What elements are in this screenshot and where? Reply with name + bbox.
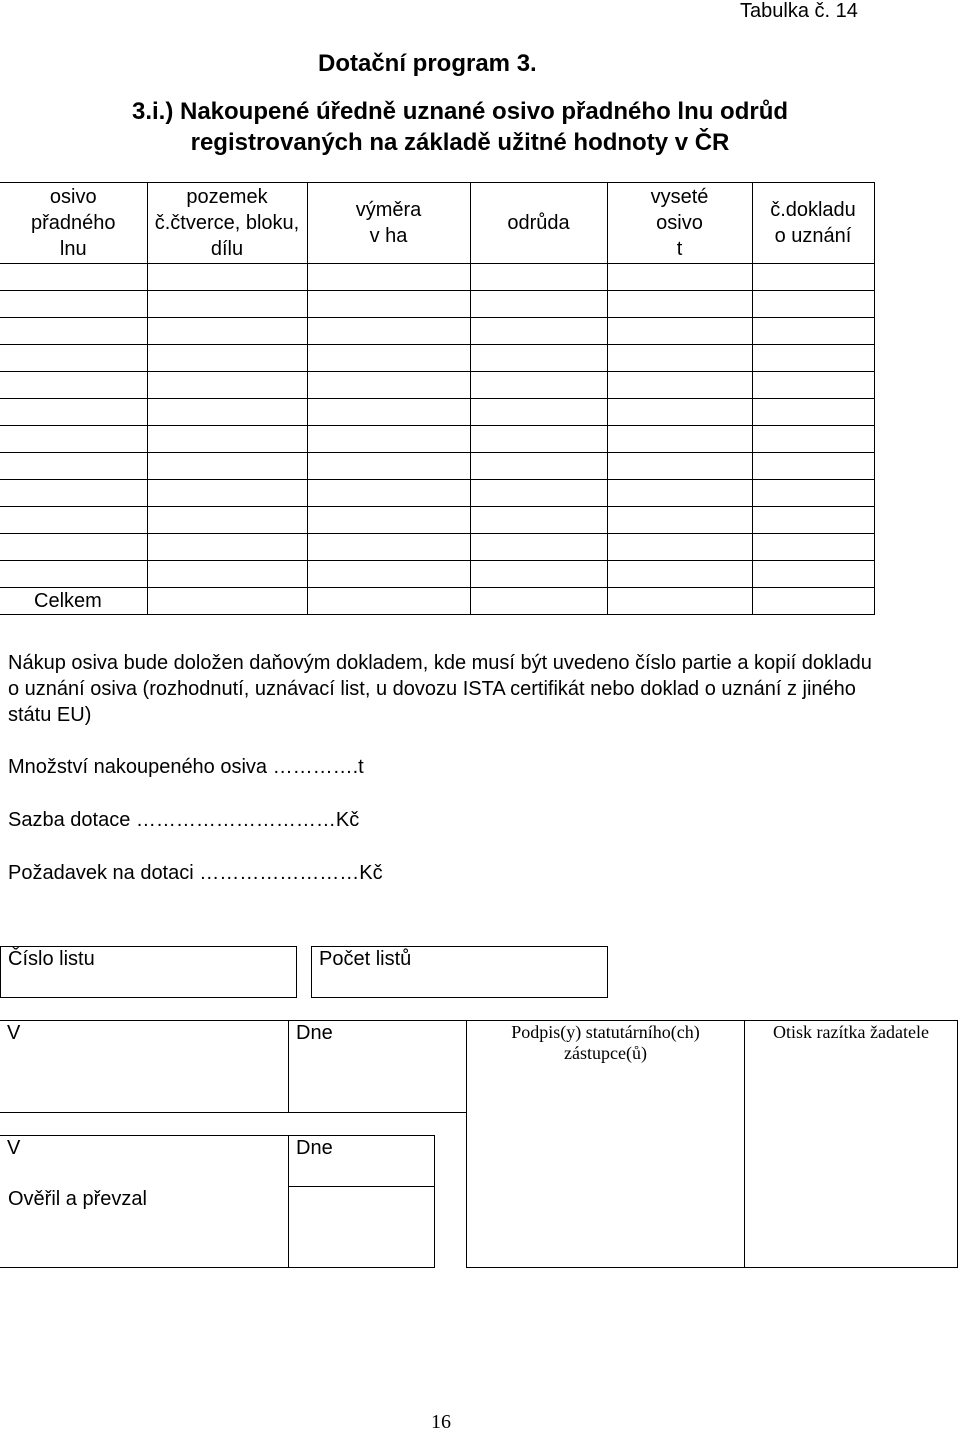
request-field[interactable]: Požadavek na dotaci ……………………Kč (8, 862, 383, 884)
cell[interactable] (470, 534, 607, 561)
date-label: Dne (296, 1022, 333, 1044)
cell[interactable] (470, 426, 607, 453)
cell[interactable] (752, 426, 874, 453)
cell[interactable] (470, 345, 607, 372)
cell[interactable] (147, 561, 307, 588)
sheet-count-label: Počet listů (319, 948, 412, 970)
cell[interactable] (752, 561, 874, 588)
cell[interactable] (147, 507, 307, 534)
signature-label: Podpis(y) statutárního(ch) zástupce(ů) (511, 1022, 700, 1063)
cell[interactable] (470, 372, 607, 399)
cell[interactable] (607, 453, 752, 480)
cell[interactable] (147, 291, 307, 318)
sheet-number-label: Číslo listu (8, 948, 95, 970)
cell[interactable] (0, 291, 147, 318)
place-box[interactable] (0, 1020, 289, 1113)
cell[interactable] (147, 480, 307, 507)
cell[interactable] (147, 588, 307, 615)
stamp-box[interactable] (744, 1020, 958, 1268)
cell[interactable] (0, 534, 147, 561)
cell[interactable] (752, 264, 874, 291)
cell[interactable] (470, 480, 607, 507)
total-label: Celkem (0, 588, 147, 615)
date2-label: Dne (296, 1137, 333, 1159)
table-row (0, 561, 874, 588)
cell[interactable] (147, 264, 307, 291)
cell[interactable] (307, 318, 470, 345)
cell[interactable] (307, 534, 470, 561)
table-row (0, 345, 874, 372)
cell[interactable] (147, 345, 307, 372)
cell[interactable] (752, 534, 874, 561)
cell[interactable] (470, 507, 607, 534)
rate-field[interactable]: Sazba dotace …………………………Kč (8, 809, 360, 831)
cell[interactable] (307, 264, 470, 291)
heading-line-2: registrovaných na základě užitné hodnoty v ČR (190, 129, 730, 156)
table-row (0, 507, 874, 534)
page-heading (60, 96, 860, 158)
table-row (0, 264, 874, 291)
date2-box[interactable] (288, 1135, 435, 1187)
cell[interactable] (147, 399, 307, 426)
cell[interactable] (607, 399, 752, 426)
cell[interactable] (752, 372, 874, 399)
cell[interactable] (0, 480, 147, 507)
cell[interactable] (607, 561, 752, 588)
table-row (0, 453, 874, 480)
cell[interactable] (752, 453, 874, 480)
place2-label: V (7, 1137, 21, 1159)
cell[interactable] (752, 399, 874, 426)
cell[interactable] (752, 507, 874, 534)
date-box[interactable] (288, 1020, 467, 1113)
cell[interactable] (307, 291, 470, 318)
col-header-plot: pozemek č.čtverce, bloku, dílu (147, 183, 307, 264)
col-header-sown: vyseté osivo t (607, 183, 752, 264)
cell[interactable] (0, 345, 147, 372)
cell[interactable] (470, 291, 607, 318)
seed-table (0, 182, 875, 615)
sheet-number-box[interactable] (0, 946, 297, 998)
cell[interactable] (607, 291, 752, 318)
cell[interactable] (307, 561, 470, 588)
cell[interactable] (307, 345, 470, 372)
table-row (0, 426, 874, 453)
verified-label: Ověřil a převzal (8, 1188, 147, 1210)
sheet-count-box[interactable] (311, 946, 608, 998)
cell[interactable] (147, 453, 307, 480)
cell[interactable] (0, 561, 147, 588)
cell[interactable] (307, 372, 470, 399)
cell[interactable] (307, 453, 470, 480)
cell[interactable] (752, 291, 874, 318)
table-row (0, 399, 874, 426)
cell[interactable] (752, 345, 874, 372)
cell[interactable] (0, 372, 147, 399)
cell[interactable] (752, 588, 874, 615)
table-row (0, 534, 874, 561)
col-header-variety: odrůda (470, 183, 607, 264)
cell[interactable] (470, 453, 607, 480)
total-row (0, 588, 874, 615)
cell[interactable] (0, 507, 147, 534)
table-row (0, 318, 874, 345)
signature-box[interactable] (466, 1020, 745, 1268)
cell[interactable] (307, 426, 470, 453)
table-row (0, 480, 874, 507)
col-header-area: výměra v ha (307, 183, 470, 264)
cell[interactable] (470, 399, 607, 426)
purchase-note: Nákup osiva bude doložen daňovým dokladem, kde musí být uvedeno číslo partie a kopií dokladu o uznání osiva (rozhodnutí, uznávací list, u dovozu ISTA certifikát nebo doklad o uznání z jiného státu EU) (8, 652, 872, 726)
cell[interactable] (470, 318, 607, 345)
cell[interactable] (0, 399, 147, 426)
page-number: 16 (431, 1411, 451, 1433)
table-row (0, 372, 874, 399)
cell[interactable] (607, 426, 752, 453)
cell[interactable] (752, 480, 874, 507)
cell[interactable] (307, 399, 470, 426)
verify-right-box[interactable] (288, 1186, 435, 1268)
quantity-field[interactable]: Množství nakoupeného osiva ………….t (8, 756, 364, 778)
heading-line-1: 3.i.) Nakoupené úředně uznané osivo přadného lnu odrůd (131, 98, 789, 125)
cell[interactable] (0, 318, 147, 345)
cell[interactable] (470, 264, 607, 291)
place-label: V (7, 1022, 21, 1044)
table-header-row (0, 183, 874, 264)
cell[interactable] (607, 507, 752, 534)
cell[interactable] (147, 534, 307, 561)
cell[interactable] (0, 264, 147, 291)
cell[interactable] (147, 426, 307, 453)
cell[interactable] (752, 318, 874, 345)
cell[interactable] (147, 372, 307, 399)
cell[interactable] (147, 318, 307, 345)
cell[interactable] (470, 588, 607, 615)
col-header-seed: osivo přadného lnu (0, 183, 147, 264)
cell[interactable] (0, 453, 147, 480)
cell[interactable] (607, 534, 752, 561)
cell[interactable] (307, 588, 470, 615)
table-row (0, 291, 874, 318)
cell[interactable] (470, 561, 607, 588)
table-label: Tabulka č. 14 (740, 0, 858, 22)
cell[interactable] (607, 372, 752, 399)
cell[interactable] (307, 507, 470, 534)
cell[interactable] (607, 345, 752, 372)
cell[interactable] (607, 480, 752, 507)
cell[interactable] (607, 264, 752, 291)
program-title: Dotační program 3. (318, 50, 537, 77)
cell[interactable] (607, 588, 752, 615)
cell[interactable] (307, 480, 470, 507)
col-header-certificate: č.dokladu o uznání (752, 183, 874, 264)
cell[interactable] (0, 426, 147, 453)
stamp-label: Otisk razítka žadatele (773, 1022, 929, 1042)
cell[interactable] (607, 318, 752, 345)
